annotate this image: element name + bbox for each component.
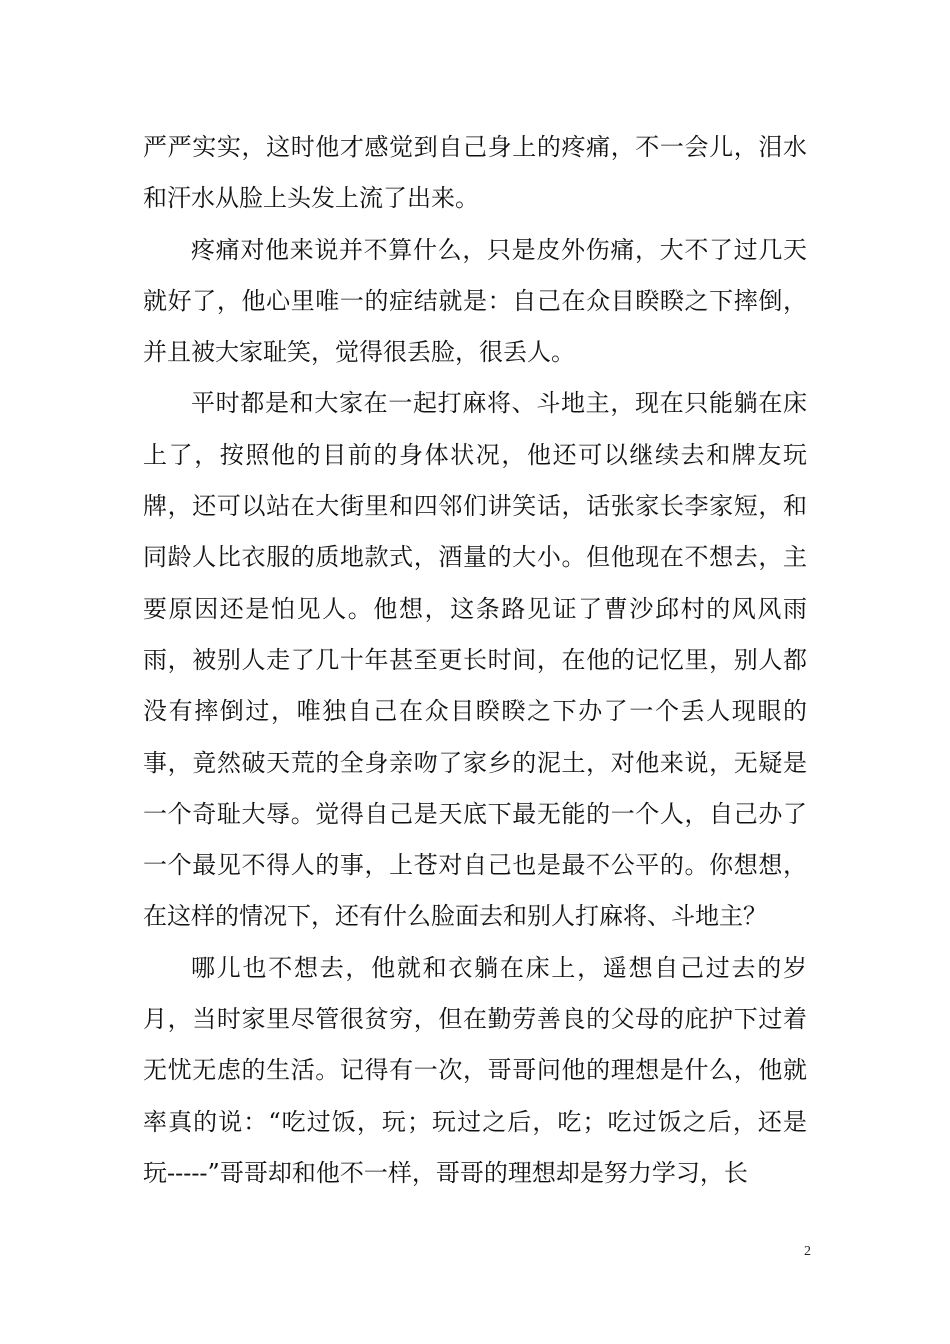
paragraph-1: 严严实实，这时他才感觉到自己身上的疼痛，不一会儿，泪水和汗水从脸上头发上流了出来。 — [143, 133, 807, 213]
body-text — [143, 122, 807, 1199]
paragraph-3: 平时都是和大家在一起打麻将、斗地主，现在只能躺在床上了，按照他的目前的身体状况，他还可以继续去和牌友玩牌，还可以站在大街里和四邻们讲笑话，话张家长李家短，和同龄人比衣服的质地款式，酒量的大小。但他现在不想去，主要原因还是怕见人。他想，这条路见证了曹沙邱村的风风雨雨，被别人走了几十年甚至更长时间，在他的记忆里，别人都没有摔倒过，唯独自己在众目睽睽之下办了一个丢人现眼的事，竟然破天荒的全身亲吻了家乡的泥土，对他来说，无疑是一个奇耻大辱。觉得自己是天底下最无能的一个人，自己办了一个最见不得人的事，上苍对自己也是最不公平的。你想想，在这样的情况下，还有什么脸面去和别人打麻将、斗地主？ — [143, 389, 807, 931]
paragraph-4: 哪儿也不想去，他就和衣躺在床上，遥想自己过去的岁月，当时家里尽管很贫穷，但在勤劳善良的父母的庇护下过着无忧无虑的生活。记得有一次，哥哥问他的理想是什么，他就率真的说：“吃过饭，玩；玩过之后，吃；吃过饭之后，还是玩-----”哥哥却和他不一样，哥哥的理想却是努力学习，长 — [143, 953, 807, 1187]
paragraph-2: 疼痛对他来说并不算什么，只是皮外伤痛，大不了过几天就好了，他心里唯一的症结就是：自己在众目睽睽之下摔倒，并且被大家耻笑，觉得很丢脸，很丢人。 — [143, 235, 807, 367]
page-number: 2 — [804, 1244, 811, 1259]
